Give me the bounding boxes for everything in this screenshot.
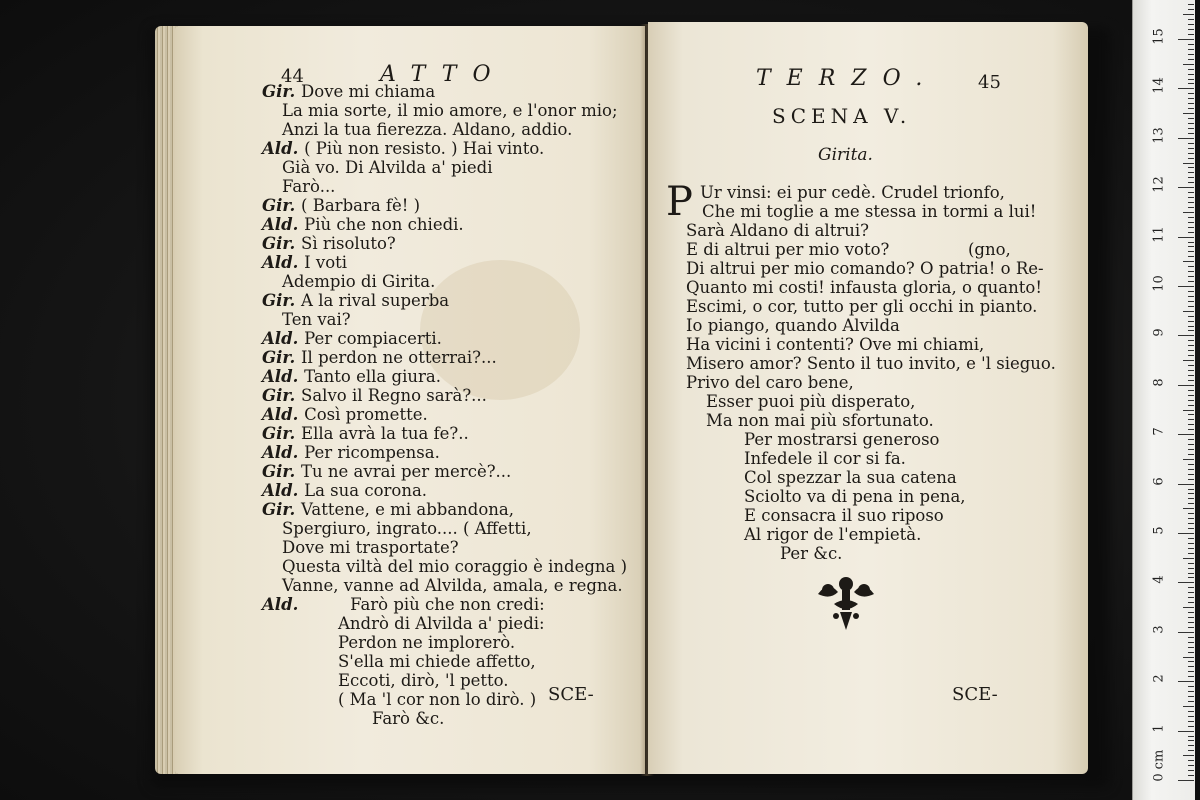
line-text: Adempio di Girita. [282,272,436,291]
speaker-label: Gir. [262,82,302,101]
ruler-tick [1188,770,1194,771]
ruler-tick [1183,607,1194,608]
line-text: Tu ne avrai per mercè?... [301,462,512,481]
ruler-tick [1188,296,1194,297]
ruler-number: 10 [1151,275,1167,292]
ruler-tick [1188,83,1194,84]
ruler-tick [1188,172,1194,173]
ruler-tick [1188,29,1194,30]
ruler-tick [1188,617,1194,618]
scene-title: SCENA V. [772,104,912,128]
ruler-tick [1188,745,1194,746]
ruler-tick [1188,405,1194,406]
ruler-tick [1183,508,1194,509]
right-text-line: Sarà Aldano di altrui? [686,221,869,240]
line-text: Tanto ella giura. [304,367,441,386]
drop-cap: P [666,179,693,225]
ruler-tick [1188,24,1194,25]
speaker-label: Ald. [262,595,305,614]
line-text: Più che non chiedi. [304,215,464,234]
ruler-tick [1188,301,1194,302]
line-text: Anzi la tua fierezza. Aldano, addio. [282,120,573,139]
left-text-line [282,158,493,177]
ruler-tick [1188,716,1194,717]
ruler-tick [1188,4,1194,5]
left-text-line [262,196,420,215]
right-text-line: Io piango, quando Alvilda [686,316,900,335]
line-text: Ten vai? [282,310,351,329]
ruler-number: 7 [1151,427,1167,436]
ruler-tick [1188,637,1194,638]
right-text-line: Misero amor? Sento il tuo invito, e 'l sieguo. [686,354,1056,373]
ruler-tick [1188,306,1194,307]
ruler-tick [1188,217,1194,218]
ruler-tick [1188,350,1194,351]
ruler-tick [1188,661,1194,662]
ruler-tick [1188,671,1194,672]
ruler-tick [1188,202,1194,203]
ruler-tick [1188,523,1194,524]
ruler-tick [1188,118,1194,119]
right-page-number: 45 [978,72,1001,93]
ruler-tick [1183,410,1194,411]
ruler-tick [1188,222,1194,223]
ruler-tick [1188,251,1194,252]
ruler-number: 12 [1151,176,1167,193]
ruler-tick [1183,212,1194,213]
left-text-line [262,234,396,253]
line-text: Così promette. [304,405,428,424]
ruler-tick [1188,701,1194,702]
speaker-label: Ald. [262,443,305,462]
line-text: Per ricompensa. [304,443,440,462]
ruler-tick [1188,765,1194,766]
ruler-number: 15 [1151,28,1167,45]
speaker-label: Gir. [262,291,302,310]
ruler-tick [1178,582,1194,583]
left-text-line [262,253,347,272]
ruler-tick [1188,503,1194,504]
left-text-line [282,557,627,576]
ruler-tick [1188,182,1194,183]
ruler-tick [1188,518,1194,519]
right-text-line: Col spezzar la sua catena [744,468,957,487]
ruler-tick [1188,721,1194,722]
ruler-tick [1178,632,1194,633]
right-text-line: Ma non mai più sfortunato. [706,411,934,430]
ruler-tick [1188,227,1194,228]
ruler-tick [1188,622,1194,623]
paper-stain [420,260,580,400]
ruler-tick [1188,123,1194,124]
ruler-tick [1188,271,1194,272]
ruler-tick [1178,237,1194,238]
ruler-tick [1188,207,1194,208]
ruler-tick [1183,558,1194,559]
ruler-tick [1188,242,1194,243]
ruler-tick [1183,163,1194,164]
left-text-line [282,576,623,595]
ruler-tick [1188,592,1194,593]
speaker-label: Ald. [262,215,305,234]
line-text: Perdon ne implorerò. [338,633,516,652]
right-text-line: E consacra il suo riposo [744,506,944,525]
character-name: Girita. [818,145,873,165]
right-text-line: Di altrui per mio comando? O patria! o Re- [686,259,1044,278]
line-text: S'ella mi chiede affetto, [338,652,536,671]
ruler-tick [1188,493,1194,494]
ruler-tick [1188,79,1194,80]
line-text: Già vo. Di Alvilda a' piedi [282,158,493,177]
ruler-number: 5 [1151,526,1167,535]
speaker-label: Ald. [262,139,305,158]
left-text-line [338,671,509,690]
ruler-tick [1188,489,1194,490]
right-text-line: Sciolto va di pena in pena, [744,487,966,506]
ruler-tick [1188,676,1194,677]
ruler-number: 8 [1151,378,1167,387]
line-text: Sì risoluto? [301,234,396,253]
ruler-number: 14 [1151,77,1167,95]
right-text-line: Ur vinsi: ei pur cedè. Crudel trionfo, [700,183,1005,202]
ruler-tick [1188,330,1194,331]
right-text-line: Per mostrarsi generoso [744,430,940,449]
ruler-tick [1188,98,1194,99]
ruler-tick [1188,177,1194,178]
left-text-line [282,538,459,557]
ruler-tick [1188,750,1194,751]
left-text-line [262,139,544,158]
left-text-line [262,329,442,348]
speaker-label: Gir. [262,424,302,443]
ruler-number: 9 [1151,328,1167,338]
ruler-tick [1183,657,1194,658]
line-text: Ella avrà la tua fe?.. [301,424,469,443]
ruler-tick [1188,740,1194,741]
ruler-tick [1188,103,1194,104]
left-text-line [282,272,435,291]
ruler-tick [1188,548,1194,549]
ruler-tick [1188,276,1194,277]
ruler-tick [1188,34,1194,35]
left-text-line [262,462,511,481]
ruler-tick [1188,543,1194,544]
ruler-tick [1178,434,1194,435]
speaker-label: Ald. [262,405,305,424]
ruler-tick [1188,232,1194,233]
left-running-head: ATTO [380,62,507,87]
ruler-tick [1188,167,1194,168]
ruler-tick [1188,652,1194,653]
line-text: Questa viltà del mio coraggio è indegna ) [282,557,628,576]
ruler-tick [1188,553,1194,554]
left-text-line [372,709,444,728]
ruler-tick [1188,419,1194,420]
left-catchword: SCE- [548,684,594,705]
line-text: Per compiacerti. [304,329,442,348]
line-text: Vanne, vanne ad Alvilda, amala, e regna. [282,576,623,595]
ruler-tick [1188,197,1194,198]
ruler-tick [1188,686,1194,687]
ruler-tick [1188,316,1194,317]
ruler-number: 1 [1151,723,1167,733]
ruler-tick [1188,256,1194,257]
ruler-tick [1178,385,1194,386]
ruler-tick [1188,736,1194,737]
ruler-number: 6 [1151,476,1167,486]
line-text: I voti [304,253,348,272]
ruler-tick [1178,335,1194,336]
left-text-line [262,595,545,614]
ruler-tick [1188,246,1194,247]
ruler-tick [1183,261,1194,262]
line-text: A la rival superba [301,291,450,310]
ruler-number: 13 [1151,127,1167,144]
left-text-line [262,500,514,519]
ruler-tick [1183,14,1194,15]
ruler-tick [1188,429,1194,430]
ruler-tick [1188,439,1194,440]
ruler-tick [1188,538,1194,539]
ruler-tick [1188,711,1194,712]
right-text-line: Ha vicini i contenti? Ove mi chiami, [686,335,985,354]
left-text-line [262,386,487,405]
ruler-tick [1178,187,1194,188]
ruler-tick [1183,360,1194,361]
line-text: ( Più non resisto. ) Hai vinto. [304,139,545,158]
ruler-tick [1188,424,1194,425]
left-text-line [262,481,427,500]
ruler-tick [1183,113,1194,114]
left-text-line [262,291,449,310]
ruler-tick [1178,484,1194,485]
ruler-tick [1188,375,1194,376]
line-text: Farò... [282,177,336,196]
ruler-tick [1183,706,1194,707]
left-page-number: 44 [281,66,304,87]
right-text-line: Escimi, o cor, tutto per gli occhi in pianto. [686,297,1038,316]
ruler-tick [1188,577,1194,578]
speaker-label: Gir. [262,234,302,253]
line-text: Spergiuro, ingrato.... ( Affetti, [282,519,532,538]
ruler-tick [1188,326,1194,327]
ruler-number: 4 [1151,575,1167,585]
right-text-line: Che mi toglie a me stessa in tormi a lui! [702,202,1037,221]
ruler-unit-label: cm [1151,749,1167,770]
ruler-tick [1188,390,1194,391]
ruler-tick [1188,498,1194,499]
ruler-tick [1178,138,1194,139]
ruler-tick [1188,573,1194,574]
ruler-tick [1188,108,1194,109]
ruler-tick [1178,286,1194,287]
left-text-line [282,310,351,329]
ruler-tick [1188,158,1194,159]
speaker-label: Gir. [262,196,302,215]
ruler-tick [1188,192,1194,193]
ruler-tick [1178,39,1194,40]
ruler-tick [1188,587,1194,588]
ruler-tick [1188,69,1194,70]
ruler-tick [1188,365,1194,366]
line-text: Eccoti, dirò, 'l petto. [338,671,509,690]
ruler-tick [1188,54,1194,55]
right-catchword: SCE- [952,684,998,705]
right-text-line: Infedele il cor si fa. [744,449,906,468]
left-text-line [262,405,428,424]
ruler-tick [1188,760,1194,761]
line-text: ( Barbara fè! ) [301,196,421,215]
right-running-head: TERZO. [756,66,939,91]
ruler-tick [1188,345,1194,346]
left-text-line [338,614,545,633]
line-text: Dove mi trasportate? [282,538,459,557]
ruler-tick [1188,513,1194,514]
ruler-tick [1188,370,1194,371]
right-text-line: Per &c. [780,544,843,563]
ruler-tick [1188,291,1194,292]
ruler-tick [1188,602,1194,603]
ruler-tick [1188,148,1194,149]
ruler-tick [1178,681,1194,682]
ruler-tick [1188,568,1194,569]
ruler-tick [1188,9,1194,10]
ruler-tick [1188,647,1194,648]
ruler-tick [1188,469,1194,470]
ruler-tick [1178,780,1194,781]
ruler-tick [1183,459,1194,460]
speaker-label: Ald. [262,481,305,500]
ruler-tick [1188,355,1194,356]
ruler-tick [1188,627,1194,628]
ruler-tick [1188,133,1194,134]
ruler-tick [1188,153,1194,154]
line-text: Farò più che non credi: [350,595,545,614]
line-text: Salvo il Regno sarà?... [301,386,487,405]
left-text-line [282,101,618,120]
ruler-tick [1188,281,1194,282]
line-text: Dove mi chiama [301,82,436,101]
left-text-line [262,424,469,443]
ruler-tick [1188,464,1194,465]
ruler-tick [1188,449,1194,450]
ruler-tick [1188,59,1194,60]
ruler-tick [1188,49,1194,50]
speaker-label: Gir. [262,386,302,405]
right-text-line: E di altrui per mio voto? [686,240,890,259]
speaker-label: Gir. [262,348,302,367]
ruler-tick [1178,88,1194,89]
speaker-label: Gir. [262,500,302,519]
line-text: ( Ma 'l cor non lo dirò. ) [338,690,537,709]
line-text: Il perdon ne otterrai?... [301,348,497,367]
ruler-tick [1178,731,1194,732]
left-text-line [338,633,515,652]
right-text-line: Privo del caro bene, [686,373,854,392]
right-text-line: Esser puoi più disperato, [706,392,916,411]
speaker-label: Gir. [262,462,302,481]
ruler-tick [1183,64,1194,65]
ruler-tick [1188,266,1194,267]
ruler-tick [1188,74,1194,75]
left-text-line [262,348,497,367]
speaker-label: Ald. [262,367,305,386]
ruler-tick [1188,479,1194,480]
ruler-tick [1188,642,1194,643]
ruler-tick [1188,444,1194,445]
ruler-number: 11 [1151,225,1167,243]
left-text-line [262,443,440,462]
left-text-line [262,215,464,234]
left-text-line [262,82,435,101]
ruler-tick [1188,400,1194,401]
left-text-line [282,120,572,139]
speaker-label: Ald. [262,253,305,272]
ruler-number: 2 [1151,674,1167,683]
ruler-tick [1188,414,1194,415]
ruler-tick [1188,143,1194,144]
printer-ornament-icon [814,570,878,632]
ruler-tick [1183,755,1194,756]
ruler-tick [1188,321,1194,322]
line-text: La sua corona. [304,481,428,500]
ruler-tick [1188,528,1194,529]
ruler-tick [1188,726,1194,727]
ruler-tick [1188,666,1194,667]
left-text-line [282,177,335,196]
line-text: La mia sorte, il mio amore, e l'onor mio; [282,101,618,120]
ruler-tick [1188,380,1194,381]
left-text-line [282,519,532,538]
ruler-tick [1178,533,1194,534]
ruler-tick [1188,19,1194,20]
line-text: Andrò di Alvilda a' piedi: [338,614,545,633]
left-text-line [338,690,536,709]
ruler-tick [1188,44,1194,45]
ruler-tick [1188,395,1194,396]
ruler-tick [1188,597,1194,598]
ruler-tick [1183,311,1194,312]
ruler-tick [1188,454,1194,455]
line-text: Vattene, e mi abbandona, [301,500,514,519]
ruler-number: 0 [1151,773,1167,782]
left-text-line [338,652,536,671]
ruler-tick [1188,612,1194,613]
ruler-tick [1188,775,1194,776]
left-text-line [262,367,441,386]
right-text-line: Al rigor de l'empietà. [744,525,922,544]
ruler-tick [1188,474,1194,475]
ruler-tick [1188,128,1194,129]
right-text-line: (gno, [968,240,1011,259]
right-text-line: Quanto mi costi! infausta gloria, o quanto! [686,278,1042,297]
ruler-number: 3 [1151,625,1167,634]
ruler-tick [1188,93,1194,94]
ruler-tick [1188,696,1194,697]
speaker-label: Ald. [262,329,305,348]
ruler-tick [1188,563,1194,564]
ruler-tick [1188,691,1194,692]
line-text: Farò &c. [372,709,445,728]
ruler-tick [1188,340,1194,341]
